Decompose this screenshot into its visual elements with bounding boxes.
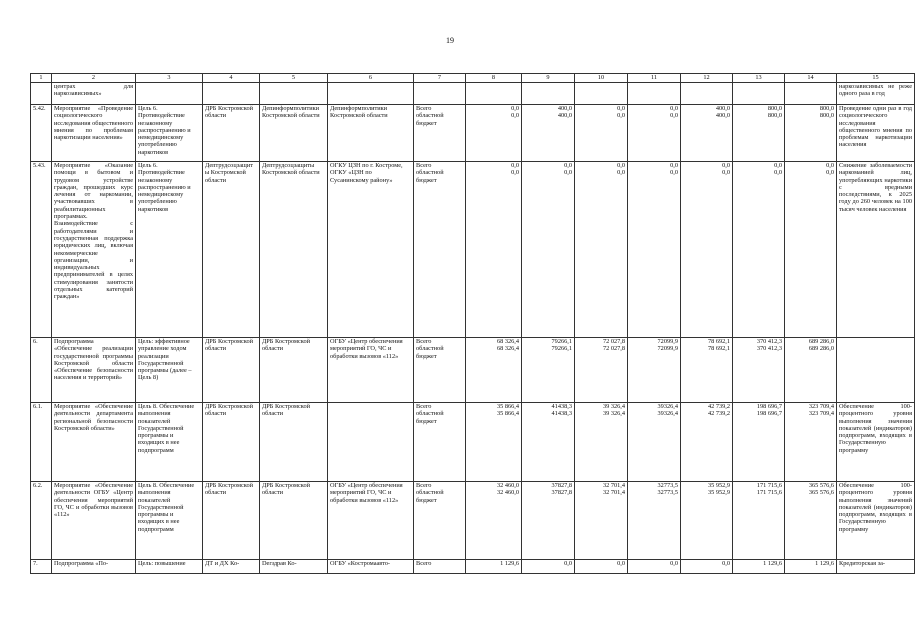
amount-value: 79266,1 (551, 338, 572, 345)
amount-cell-year-4 (628, 105, 681, 162)
amount-value: 400,0 (715, 112, 730, 120)
amount-cell-year-7 (785, 560, 837, 574)
participant-cell: ОГБУ «Центр обеспечения мероприятий ГО, ЧС и обработки вызовов «112» (328, 338, 414, 403)
amount-value: 1 129,6 (763, 560, 782, 567)
header-cell-10: 10 (575, 74, 628, 83)
amount-value: 37827,8 (551, 489, 572, 497)
table-row (31, 338, 915, 403)
amount-cell-year-6 (733, 83, 785, 105)
amount-cell-year-5 (681, 83, 733, 105)
participant-cell (328, 83, 414, 105)
document-table-container (30, 73, 912, 639)
header-cell-6: 6 (328, 74, 414, 83)
amount-value: 0,0 (722, 162, 730, 169)
amount-value: 400,0 (557, 105, 572, 112)
amount-value: 32 701,4 (602, 482, 625, 489)
row-number: 7. (31, 560, 52, 574)
amount-cell-year-6 (733, 560, 785, 574)
amount-value: 42 739,2 (707, 403, 730, 410)
expected-result-cell: наркозависимых не реже одного раза в год (837, 83, 915, 105)
amount-cell-year-4 (628, 162, 681, 338)
amount-cell-year-1 (466, 162, 522, 338)
funding-source-label: областной бюджет (416, 345, 444, 360)
amount-cell-year-2 (522, 482, 575, 560)
row-number: 6.1. (31, 403, 52, 482)
amount-cell-year-7 (785, 83, 837, 105)
amount-value: 800,0 (767, 112, 782, 120)
amount-cell-year-1 (466, 560, 522, 574)
amount-value: 0,0 (511, 169, 519, 177)
amount-value: 370 412,3 (756, 338, 782, 345)
executor-cell (203, 83, 260, 105)
amount-cell-year-5 (681, 403, 733, 482)
amount-value: 0,0 (722, 560, 730, 567)
expected-result-cell: Обеспечение 100-процентного уровня выполнения значения показателей (индикаторов) подпрограмм, входящих в Государственную программу (837, 403, 915, 482)
funding-source-cell (414, 338, 466, 403)
amount-cell-year-3 (575, 403, 628, 482)
amount-cell-year-2 (522, 105, 575, 162)
amount-cell-year-1 (466, 482, 522, 560)
header-cell-14: 14 (785, 74, 837, 83)
amount-value: 0,0 (722, 169, 730, 177)
header-cell-12: 12 (681, 74, 733, 83)
amount-cell-year-2 (522, 403, 575, 482)
header-cell-11: 11 (628, 74, 681, 83)
header-cell-4: 4 (203, 74, 260, 83)
amount-value: 35 952,9 (707, 482, 730, 489)
event-name: Мероприятие «Оказание помощи в бытовом и трудовом устройстве граждан, прошедших курс лечения от наркомании, участвовавших в реабилитационных программах. Взаимодействие с работодателями и государственная поддержка юридических лиц, включая некоммерческие организации, и индивидуальных предпринимателей в целях стимулирования занятости отдельных категорий граждан» (52, 162, 136, 338)
amount-value: 37827,8 (551, 482, 572, 489)
amount-value: 0,0 (564, 560, 572, 567)
amount-cell-year-2 (522, 560, 575, 574)
amount-value: 800,0 (767, 105, 782, 112)
header-cell-13: 13 (733, 74, 785, 83)
amount-cell-year-4 (628, 83, 681, 105)
amount-cell-year-5 (681, 338, 733, 403)
participant-cell: ОГБУ «Центр обеспечения мероприятий ГО, ЧС и обработки вызовов «112» (328, 482, 414, 560)
amount-value: 35 952,9 (707, 489, 730, 497)
participant-cell: ОГБУ «Костромаавто- (328, 560, 414, 574)
amount-cell-year-4 (628, 403, 681, 482)
amount-value: 72 027,8 (602, 345, 625, 353)
amount-value: 370 412,3 (756, 345, 782, 353)
funding-source-label: Всего (416, 482, 432, 489)
amount-cell-year-1 (466, 83, 522, 105)
amount-value: 39326,4 (657, 403, 678, 410)
amount-cell-year-7 (785, 162, 837, 338)
executor-cell: ДРБ Костромской области (203, 338, 260, 403)
amount-value: 400,0 (715, 105, 730, 112)
funding-source-cell (414, 403, 466, 482)
amount-value: 39 326,4 (602, 410, 625, 418)
amount-value: 0,0 (617, 162, 625, 169)
coexecutor-cell: Депинформполитики Костромской области (260, 105, 328, 162)
executor-cell: ДРБ Костромской области (203, 482, 260, 560)
coexecutor-cell: ДРБ Костромской области (260, 482, 328, 560)
row-number: 6.2. (31, 482, 52, 560)
table-row (31, 482, 915, 560)
event-name: Мероприятие «Обеспечение деятельности департамента региональной безопасности Костромской области» (52, 403, 136, 482)
amount-value: 0,0 (670, 169, 678, 177)
goal-cell: Цель 8. Обеспечение выполнения показателей Государственной программы и входящих в нее подпрограмм (136, 403, 203, 482)
funding-source-label: областной бюджет (416, 410, 444, 425)
amount-cell-year-3 (575, 482, 628, 560)
amount-cell-year-3 (575, 338, 628, 403)
coexecutor-cell: Дептрудсоцзащиты Костромской области (260, 162, 328, 338)
participant-cell (328, 403, 414, 482)
amount-value: 68 326,4 (496, 345, 519, 353)
amount-value: 365 576,6 (808, 482, 834, 489)
amount-value: 0,0 (774, 169, 782, 177)
amount-value: 323 709,4 (808, 403, 834, 410)
funding-source-label: Всего (416, 338, 432, 345)
amount-value: 0,0 (826, 169, 834, 177)
amount-value: 78 692,1 (707, 345, 730, 353)
amount-value: 0,0 (826, 162, 834, 169)
expected-result-cell: Обеспечение 100-процентного уровня выполнения значений показателей (индикаторов) подпрограмм, входящих в Государственную программу (837, 482, 915, 560)
amount-cell-year-6 (733, 162, 785, 338)
amount-value: 32773,5 (657, 489, 678, 497)
amount-value: 800,0 (819, 105, 834, 112)
event-name: центрах для наркозависимых» (52, 83, 136, 105)
coexecutor-cell: ДРБ Костромской области (260, 338, 328, 403)
goal-cell (136, 83, 203, 105)
executor-cell: ДТ и ДХ Ко- (203, 560, 260, 574)
amount-value: 1 129,6 (500, 560, 519, 567)
expected-result-cell: Снижение заболеваемости наркоманией лиц, употребляющих наркотики с вредными последствиями, к 2025 году до 260 человек на 100 тысяч человек населения (837, 162, 915, 338)
participant-cell: ОГКУ ЦЗН по г. Костроме, ОГКУ «ЦЗН по Сусанинскому району» (328, 162, 414, 338)
amount-cell-year-4 (628, 560, 681, 574)
amount-value: 32773,5 (657, 482, 678, 489)
amount-value: 68 326,4 (496, 338, 519, 345)
amount-value: 0,0 (511, 162, 519, 169)
goal-cell: Цель: повышение (136, 560, 203, 574)
amount-cell-year-1 (466, 105, 522, 162)
amount-value: 72 027,8 (602, 338, 625, 345)
amount-value: 0,0 (670, 112, 678, 120)
funding-source-label: Всего (416, 162, 432, 169)
funding-source-label: Всего (416, 560, 432, 567)
table-row (31, 403, 915, 482)
event-name: Подпрограмма «Обеспечение реализации государственной программы Костромской области «Обеспечение безопасности населения и территорий» (52, 338, 136, 403)
expected-result-cell: Кредиторская за- (837, 560, 915, 574)
amount-cell-year-7 (785, 482, 837, 560)
amount-value: 32 460,0 (496, 489, 519, 497)
amount-value: 323 709,4 (808, 410, 834, 418)
amount-value: 0,0 (511, 112, 519, 120)
amount-cell-year-2 (522, 338, 575, 403)
amount-cell-year-5 (681, 105, 733, 162)
amount-cell-year-4 (628, 338, 681, 403)
amount-value: 39 326,4 (602, 403, 625, 410)
header-cell-15: 15 (837, 74, 915, 83)
amount-value: 198 696,7 (756, 410, 782, 418)
executor-cell: ДРБ Костромской области (203, 105, 260, 162)
amount-cell-year-2 (522, 83, 575, 105)
amount-value: 39326,4 (657, 410, 678, 418)
executor-cell: ДРБ Костромской области (203, 403, 260, 482)
amount-value: 171 715,6 (756, 482, 782, 489)
coexecutor-cell: Derздрав Ко- (260, 560, 328, 574)
amount-cell-year-3 (575, 560, 628, 574)
amount-value: 0,0 (617, 112, 625, 120)
funding-source-label: Всего (416, 403, 432, 410)
program-table (30, 73, 915, 574)
amount-value: 365 576,6 (808, 489, 834, 497)
funding-source-label: областной бюджет (416, 489, 444, 504)
amount-cell-year-6 (733, 338, 785, 403)
funding-source-cell (414, 162, 466, 338)
executor-cell: Дептрудсоцзащиты Костромской области (203, 162, 260, 338)
amount-value: 41438,3 (551, 410, 572, 418)
amount-value: 41438,3 (551, 403, 572, 410)
amount-cell-year-5 (681, 560, 733, 574)
row-number: 5.42. (31, 105, 52, 162)
expected-result-cell: Проведение одни раз в год социологического исследования общественного мнения по проблемам наркотизации населения (837, 105, 915, 162)
goal-cell: Цель 8. Обеспечение выполнения показателей Государственной программы и входящих в нее подпрограмм (136, 482, 203, 560)
funding-source-cell (414, 105, 466, 162)
amount-value: 32 460,0 (496, 482, 519, 489)
amount-value: 198 696,7 (756, 403, 782, 410)
amount-value: 0,0 (617, 105, 625, 112)
event-name: Мероприятие «Обеспечение деятельности ОГБУ «Центр обеспечения мероприятий ГО, ЧС и обработки вызовов «112» (52, 482, 136, 560)
funding-source-cell (414, 83, 466, 105)
amount-value: 0,0 (511, 105, 519, 112)
goal-cell: Цель 6. Противодействие незаконному распространению и немедицинскому употреблению наркотиков (136, 105, 203, 162)
amount-value: 0,0 (617, 169, 625, 177)
funding-source-label: областной бюджет (416, 112, 444, 127)
participant-cell: Депинформполитики Костромской области (328, 105, 414, 162)
amount-cell-year-6 (733, 482, 785, 560)
amount-value: 42 739,2 (707, 410, 730, 418)
event-name: Мероприятие «Проведение социологического исследования общественного мнения по проблемам наркотизации населения» (52, 105, 136, 162)
amount-value: 1 129,6 (815, 560, 834, 567)
row-number: 5.43. (31, 162, 52, 338)
amount-value: 79266,1 (551, 345, 572, 353)
amount-value: 171 715,6 (756, 489, 782, 497)
amount-value: 78 692,1 (707, 338, 730, 345)
amount-value: 800,0 (819, 112, 834, 120)
amount-value: 35 866,4 (496, 410, 519, 418)
amount-value: 0,0 (670, 105, 678, 112)
funding-source-label: Всего (416, 105, 432, 112)
header-row (31, 74, 915, 83)
amount-cell-year-7 (785, 403, 837, 482)
amount-value: 0,0 (617, 560, 625, 567)
header-cell-8: 8 (466, 74, 522, 83)
header-cell-1: 1 (31, 74, 52, 83)
amount-cell-year-1 (466, 403, 522, 482)
amount-value: 689 286,0 (808, 345, 834, 353)
amount-cell-year-6 (733, 403, 785, 482)
amount-value: 0,0 (774, 162, 782, 169)
amount-value: 400,0 (557, 112, 572, 120)
amount-value: 72099,9 (657, 338, 678, 345)
amount-cell-year-4 (628, 482, 681, 560)
amount-cell-year-5 (681, 162, 733, 338)
table-row (31, 83, 915, 105)
expected-result-cell (837, 338, 915, 403)
coexecutor-cell: ДРБ Костромской области (260, 403, 328, 482)
event-name: Подпрограмма «По- (52, 560, 136, 574)
amount-value: 0,0 (670, 560, 678, 567)
amount-cell-year-2 (522, 162, 575, 338)
goal-cell: Цель 6. Противодействие незаконному распространению и немедицинскому употреблению наркотиков (136, 162, 203, 338)
row-number: 6. (31, 338, 52, 403)
header-cell-3: 3 (136, 74, 203, 83)
amount-value: 0,0 (564, 162, 572, 169)
amount-value: 32 701,4 (602, 489, 625, 497)
header-cell-5: 5 (260, 74, 328, 83)
amount-cell-year-3 (575, 162, 628, 338)
amount-value: 689 286,0 (808, 338, 834, 345)
row-number (31, 83, 52, 105)
amount-cell-year-3 (575, 105, 628, 162)
table-row (31, 105, 915, 162)
table-row (31, 560, 915, 574)
amount-value: 0,0 (564, 169, 572, 177)
amount-value: 0,0 (670, 162, 678, 169)
header-cell-9: 9 (522, 74, 575, 83)
amount-value: 72099,9 (657, 345, 678, 353)
funding-source-label: областной бюджет (416, 169, 444, 184)
amount-cell-year-3 (575, 83, 628, 105)
table-row (31, 162, 915, 338)
amount-value: 35 866,4 (496, 403, 519, 410)
funding-source-cell (414, 560, 466, 574)
amount-cell-year-5 (681, 482, 733, 560)
amount-cell-year-7 (785, 105, 837, 162)
funding-source-cell (414, 482, 466, 560)
amount-cell-year-1 (466, 338, 522, 403)
amount-cell-year-6 (733, 105, 785, 162)
goal-cell: Цель: эффективное управление ходом реализации Государственной программы (далее – Цель 8) (136, 338, 203, 403)
header-cell-2: 2 (52, 74, 136, 83)
coexecutor-cell (260, 83, 328, 105)
header-cell-7: 7 (414, 74, 466, 83)
amount-cell-year-7 (785, 338, 837, 403)
page-number: 19 (446, 36, 454, 45)
